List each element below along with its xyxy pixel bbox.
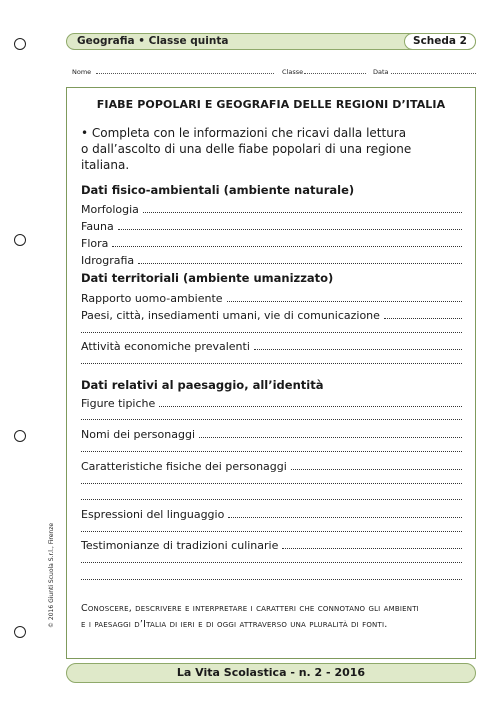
header-bar <box>66 33 476 50</box>
answer-dots[interactable] <box>159 406 462 407</box>
blank-answer-line[interactable] <box>81 499 462 500</box>
field-label: Rapporto uomo-ambiente <box>81 292 223 305</box>
answer-dots[interactable] <box>118 229 462 230</box>
copyright-notice: © 2016 Giunti Scuola S.r.l., Firenze <box>48 522 55 628</box>
class-label: Classe <box>282 68 304 76</box>
field-label: Fauna <box>81 220 114 233</box>
field-label: Nomi dei personaggi <box>81 428 195 441</box>
blank-answer-line[interactable] <box>81 562 462 563</box>
answer-line[interactable] <box>81 536 462 552</box>
answer-line[interactable] <box>81 306 462 322</box>
blank-answer-line[interactable] <box>81 483 462 484</box>
section-heading: Dati fisico-ambientali (ambiente naturale) <box>81 183 355 197</box>
objective-line: Conoscere, descrivere e interpretare i caratteri che connotano gli ambienti <box>81 603 419 614</box>
section-heading: Dati territoriali (ambiente umanizzato) <box>81 271 334 285</box>
name-label: Nome <box>72 68 92 76</box>
field-label: Figure tipiche <box>81 397 156 410</box>
answer-line[interactable] <box>81 251 462 267</box>
field-label: Caratteristiche fisiche dei personaggi <box>81 460 287 473</box>
answer-line[interactable] <box>81 289 462 305</box>
answer-dots[interactable] <box>228 517 462 518</box>
answer-line[interactable] <box>81 217 462 233</box>
subject-title: Geografia • Classe quinta <box>77 35 229 47</box>
binder-hole <box>14 626 26 638</box>
field-label: Testimonianze di tradizioni culinarie <box>81 539 279 552</box>
field-label: Flora <box>81 237 109 250</box>
instructions <box>81 125 411 173</box>
class-field[interactable] <box>304 73 366 74</box>
blank-answer-line[interactable] <box>81 332 462 333</box>
date-label: Data <box>373 68 389 76</box>
binder-hole <box>14 38 26 50</box>
binder-hole <box>14 234 26 246</box>
answer-dots[interactable] <box>199 437 462 438</box>
worksheet-badge: Scheda 2 <box>404 33 476 50</box>
answer-dots[interactable] <box>227 301 462 302</box>
blank-answer-line[interactable] <box>81 363 462 364</box>
field-label: Paesi, città, insediamenti umani, vie di comunicazione <box>81 309 380 322</box>
blank-answer-line[interactable] <box>81 531 462 532</box>
field-label: Attività economiche prevalenti <box>81 340 250 353</box>
answer-dots[interactable] <box>282 548 462 549</box>
blank-answer-line[interactable] <box>81 451 462 452</box>
binder-hole <box>14 430 26 442</box>
answer-dots[interactable] <box>143 212 462 213</box>
footer-bar: La Vita Scolastica - n. 2 - 2016 <box>66 663 476 683</box>
answer-line[interactable] <box>81 394 462 410</box>
answer-line[interactable] <box>81 200 462 216</box>
instruction-line: • Completa con le informazioni che ricavi dalla lettura <box>81 126 407 140</box>
instruction-line: o dall’ascolto di una delle fiabe popolari di una regione <box>81 142 412 156</box>
answer-line[interactable] <box>81 425 462 441</box>
instruction-line: italiana. <box>81 158 130 172</box>
answer-line[interactable] <box>81 234 462 250</box>
name-field[interactable] <box>96 73 274 74</box>
objective-line: e i paesaggi d’Italia di ieri e di oggi attraverso una pluralità di fonti. <box>81 619 388 630</box>
answer-dots[interactable] <box>254 349 462 350</box>
blank-answer-line[interactable] <box>81 579 462 580</box>
answer-dots[interactable] <box>112 246 462 247</box>
answer-line[interactable] <box>81 457 462 473</box>
answer-dots[interactable] <box>138 263 462 264</box>
field-label: Espressioni del linguaggio <box>81 508 225 521</box>
field-label: Morfologia <box>81 203 139 216</box>
answer-line[interactable] <box>81 337 462 353</box>
answer-dots[interactable] <box>291 469 462 470</box>
section-heading: Dati relativi al paesaggio, all’identità <box>81 378 324 392</box>
worksheet-title: FIABE POPOLARI E GEOGRAFIA DELLE REGIONI D’ITALIA <box>96 98 446 111</box>
answer-line[interactable] <box>81 505 462 521</box>
worksheet-box <box>66 87 476 659</box>
field-label: Idrografia <box>81 254 135 267</box>
learning-objective <box>81 601 419 633</box>
date-field[interactable] <box>391 73 476 74</box>
answer-dots[interactable] <box>384 318 462 319</box>
blank-answer-line[interactable] <box>81 419 462 420</box>
